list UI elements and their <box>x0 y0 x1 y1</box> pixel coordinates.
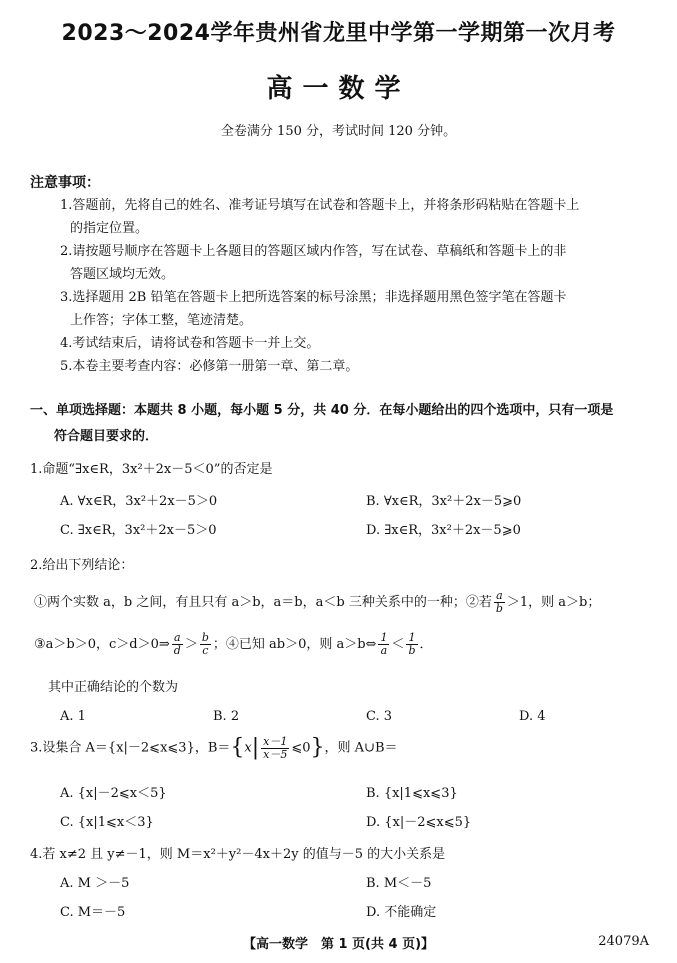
q4-option-a: A. M ＞－5 <box>60 876 130 891</box>
q2-question: 其中正确结论的个数为 <box>48 680 179 695</box>
q3-option-a: A. {x|－2⩽x＜5} <box>60 786 167 801</box>
exam-code: 24079A <box>598 934 649 949</box>
q3-option-c: C. {x|1⩽x＜3} <box>60 815 154 830</box>
q2-statement-line-2 <box>34 630 649 660</box>
q1-option-d: D. ∃x∈R，3x²＋2x－5⩾0 <box>366 523 521 538</box>
notice-item-4 <box>60 332 655 355</box>
set-brace-left: { <box>230 735 245 760</box>
notice-item-5 <box>60 355 655 378</box>
notice-item-3 <box>60 286 655 332</box>
q3-option-b: B. {x|1⩽x⩽3} <box>366 786 458 801</box>
frac-x-1-over-x-5: $\frac{x-1}{x-5}$ <box>263 734 288 761</box>
notice-item-2 <box>60 240 655 286</box>
q2-l2e: ． <box>419 637 433 652</box>
frac-a-over-d: $\frac{a}{d}$ <box>173 631 181 657</box>
q1-option-a: A. ∀x∈R，3x²＋2x－5＞0 <box>60 494 218 509</box>
q3-set-cond: ⩽0 <box>291 740 311 756</box>
notice-item-1-line2: 的指定位置。 <box>70 221 149 236</box>
exam-info: 全卷满分 150 分，考试时间 120 分钟。 <box>220 124 457 139</box>
notice-item-5-line1: 5.本卷主要考查内容：必修第一册第一章、第二章。 <box>60 359 359 374</box>
notice-item-3-line2: 上作答；字体工整，笔迹清楚。 <box>70 313 253 328</box>
notice-item-4-line1: 4.考试结束后，请将试卷和答题卡一并上交。 <box>60 336 320 351</box>
q2-l1b: ＞1，则 a＞b； <box>506 595 601 610</box>
notice-item-2-line2: 答题区域均无效。 <box>70 267 175 282</box>
q2-l2a: ③a＞b＞0，c＞d＞0⇒ <box>34 637 170 652</box>
q2-l2c: ；④已知 ab＞0，则 a＞b⇔ <box>212 637 377 652</box>
question-3-stem <box>30 733 645 764</box>
q4-option-d: D. 不能确定 <box>366 905 437 920</box>
q2-l2d: ＜ <box>391 637 405 652</box>
q4-option-c: C. M＝－5 <box>60 905 126 920</box>
q2-statement-line-1 <box>34 588 649 618</box>
q2-option-b: B. 2 <box>213 709 240 724</box>
section-1-line1: 一、单项选择题：本题共 8 小题，每小题 5 分，共 40 分．在每小题给出的四个选项中，只有一项是 <box>30 403 614 418</box>
set-bar: | <box>251 735 260 760</box>
notice-heading: 注意事项： <box>30 175 100 191</box>
notice-item-1 <box>60 194 655 240</box>
question-2-stem: 2.给出下列结论： <box>30 558 134 573</box>
q3-option-d: D. {x|－2⩽x⩽5} <box>366 815 472 830</box>
question-4-stem: 4.若 x≠2 且 y≠－1，则 M＝x²＋y²－4x＋2y 的值与－5 的大小关系是 <box>30 847 446 862</box>
question-1-stem: 1.命题“∃x∈R，3x²＋2x－5＜0”的否定是 <box>30 462 273 477</box>
subject-title: 高一数学 <box>266 74 411 104</box>
frac-b-over-c: $\frac{b}{c}$ <box>201 631 209 657</box>
q1-option-b: B. ∀x∈R，3x²＋2x－5⩾0 <box>366 494 522 509</box>
notice-item-1-line1: 1.答题前，先将自己的姓名、准考证号填写在试卷和答题卡上，并将条形码粘贴在答题卡上 <box>60 198 580 213</box>
q3-set-var: x <box>244 740 252 756</box>
notice-item-2-line1: 2.请按题号顺序在答题卡上各题目的答题区域内作答，写在试卷、草稿纸和答题卡上的非 <box>60 244 567 259</box>
section-1-line2: 符合题目要求的． <box>54 429 159 444</box>
exam-title: 2023～2024学年贵州省龙里中学第一学期第一次月考 <box>61 21 616 46</box>
frac-1-over-b: $\frac{1}{b}$ <box>408 631 416 657</box>
q2-option-c: C. 3 <box>366 709 393 724</box>
frac-1-over-a: $\frac{1}{a}$ <box>380 631 388 657</box>
q2-l2b: ＞ <box>184 637 198 652</box>
notice-item-3-line1: 3.选择题用 2B 铅笔在答题卡上把所选答案的标号涂黑；非选择题用黑色签字笔在答题卡 <box>60 290 567 305</box>
q1-option-c: C. ∃x∈R，3x²＋2x－5＞0 <box>60 523 217 538</box>
q3-stem-b: ，则 A∪B＝ <box>324 740 398 756</box>
q4-option-b: B. M＜－5 <box>366 876 432 891</box>
q2-option-d: D. 4 <box>519 709 546 724</box>
page-footer: 【高一数学 第 1 页(共 4 页)】 <box>242 937 435 952</box>
frac-a-over-b: $\frac{a}{b}$ <box>495 589 503 615</box>
section-1-heading <box>30 398 655 450</box>
q2-l1a: ①两个实数 a，b 之间，有且只有 a＞b，a＝b，a＜b 三种关系中的一种；②若 <box>34 595 492 610</box>
q3-stem-a: 3.设集合 A＝{x|－2⩽x⩽3}，B＝ <box>30 740 231 756</box>
set-brace-right: } <box>310 735 325 760</box>
q2-option-a: A. 1 <box>60 709 86 724</box>
